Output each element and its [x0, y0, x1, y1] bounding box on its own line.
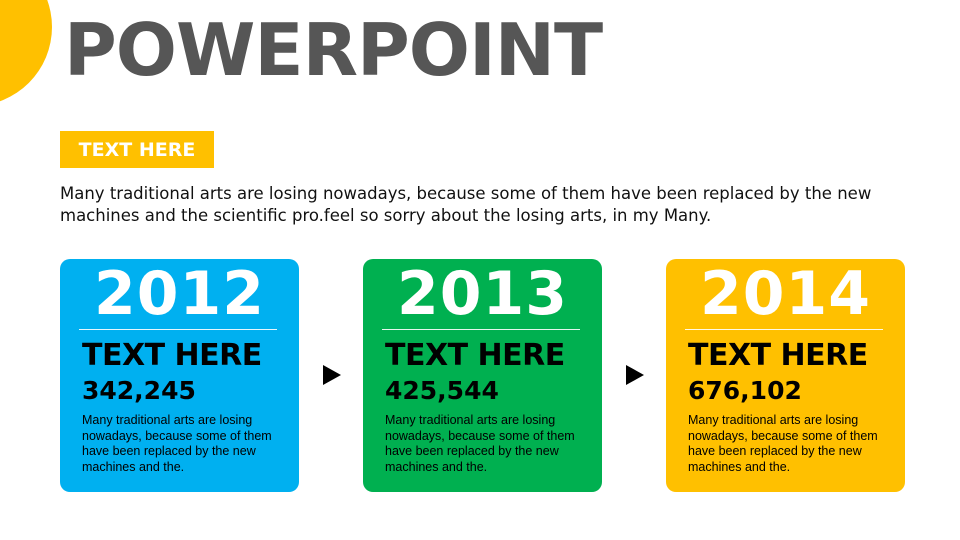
timeline-card-2014 [666, 259, 905, 492]
card-year: 2014 [700, 259, 871, 329]
section-tag: TEXT HERE [60, 131, 214, 168]
card-value: 425,544 [385, 376, 499, 405]
card-heading: TEXT HERE [688, 338, 868, 373]
card-year: 2013 [397, 259, 568, 329]
card-value: 676,102 [688, 376, 802, 405]
card-description: Many traditional arts are losing nowadays, because some of them have been replaced by the new machines and the. [82, 413, 272, 474]
card-divider [685, 329, 883, 330]
card-value: 342,245 [82, 376, 196, 405]
timeline-card-2012 [60, 259, 299, 492]
card-divider [382, 329, 580, 330]
card-description: Many traditional arts are losing nowadays, because some of them have been replaced by the new machines and the. [385, 413, 575, 474]
card-divider [79, 329, 277, 330]
page-title: POWERPOINT [64, 8, 603, 92]
timeline-card-2013 [363, 259, 602, 492]
arrow-right-icon [323, 365, 341, 385]
card-heading: TEXT HERE [385, 338, 565, 373]
card-description: Many traditional arts are losing nowadays, because some of them have been replaced by the new machines and the. [688, 413, 878, 474]
intro-paragraph: Many traditional arts are losing nowadays, because some of them have been replaced by the new machines and the scientific pro.feel so sorry about the losing arts, in my Many. [60, 184, 872, 225]
decorative-yellow-circle [0, 0, 52, 106]
card-heading: TEXT HERE [82, 338, 262, 373]
card-year: 2012 [94, 259, 265, 329]
arrow-right-icon [626, 365, 644, 385]
